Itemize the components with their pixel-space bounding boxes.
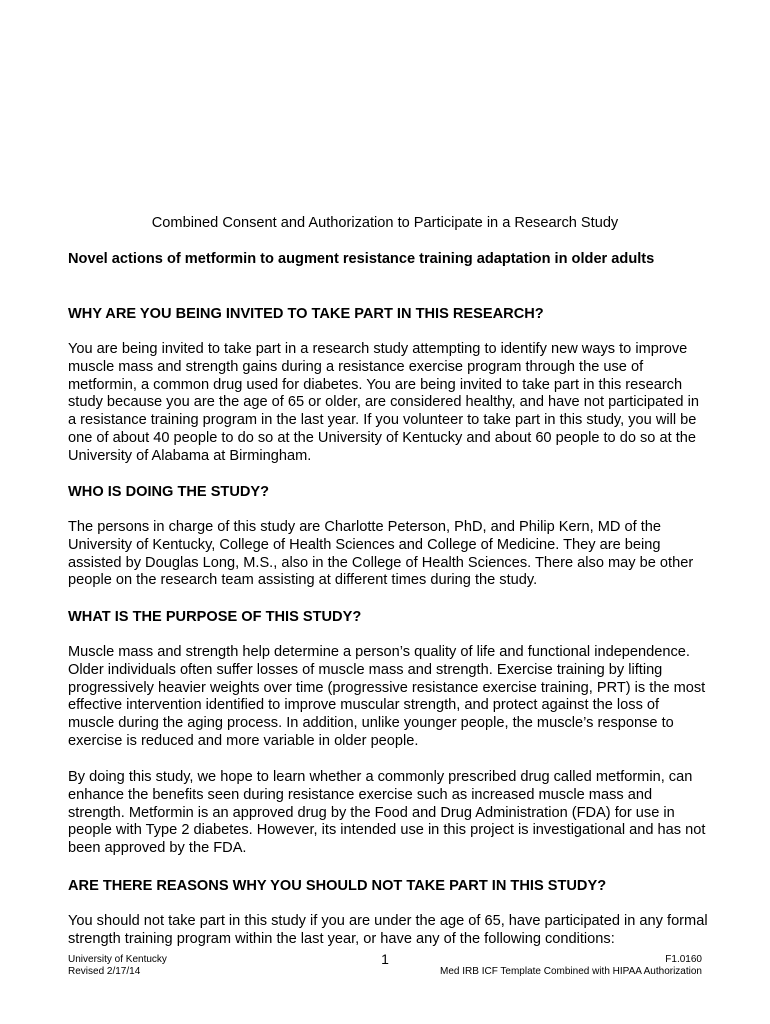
section-paragraph-reasons-not: You should not take part in this study if you are under the age of 65, have participated in any formal strength training program within the last year, or have any of the following conditions: [68,913,708,947]
study-title: Novel actions of metformin to augment resistance training adaptation in older adults [68,251,655,267]
footer-institution: University of Kentucky [68,954,167,965]
footer-revised-date: Revised 2/17/14 [68,966,141,977]
footer-form-code: F1.0160 [665,954,702,965]
section-paragraph-purpose-1: Muscle mass and strength help determine a person’s quality of life and functional independence. Older individuals often suffer losses of muscle mass and strength. Exercise training by lifting progressively heavier weights over time (progressive resistance exercise training, PRT) is the most effective intervention identified to improve muscular strength, and protect against the loss of muscle during the aging process. In addition, unlike younger people, the muscle’s response to exercise is reduced and more variable in older people. [68,644,706,749]
footer-template-name: Med IRB ICF Template Combined with HIPAA Authorization [440,966,702,977]
section-heading-purpose: WHAT IS THE PURPOSE OF THIS STUDY? [68,609,362,625]
section-paragraph-purpose-2: By doing this study, we hope to learn whether a commonly prescribed drug called metformin, can enhance the benefits seen during resistance exercise such as increased muscle mass and strength. Metformin is an approved drug by the Food and Drug Administration (FDA) for use in people with Type 2 diabetes. However, its intended use in this project is investigational and has not been approved by the FDA. [68,769,706,857]
section-heading-reasons-not: ARE THERE REASONS WHY YOU SHOULD NOT TAKE PART IN THIS STUDY? [68,878,607,894]
section-paragraph-why-invited: You are being invited to take part in a research study attempting to identify new ways to improve muscle mass and strength gains during a resistance exercise program through the use of metformin, a common drug used for diabetes. You are being invited to take part in this research study because you are the age of 65 or older, are considered healthy, and have not participated in a resistance training program in the last year. If you volunteer to take part in this study, you will be one of about 40 people to do so at the University of Kentucky and about 60 people to do so at the University of Alabama at Birmingham. [68,341,699,464]
section-heading-who-doing: WHO IS DOING THE STUDY? [68,484,270,500]
section-heading-why-invited: WHY ARE YOU BEING INVITED TO TAKE PART IN THIS RESEARCH? [68,306,544,322]
section-paragraph-who-doing: The persons in charge of this study are Charlotte Peterson, PhD, and Philip Kern, MD of the University of Kentucky, College of Health Sciences and College of Medicine. They are being assisted by Douglas Long, M.S., also in the College of Health Sciences. There also may be other people on the research team assisting at different times during the study. [68,519,694,589]
document-title: Combined Consent and Authorization to Participate in a Research Study [151,215,619,231]
footer-left [68,954,167,978]
page-number: 1 [381,951,389,967]
footer-right [440,954,702,978]
